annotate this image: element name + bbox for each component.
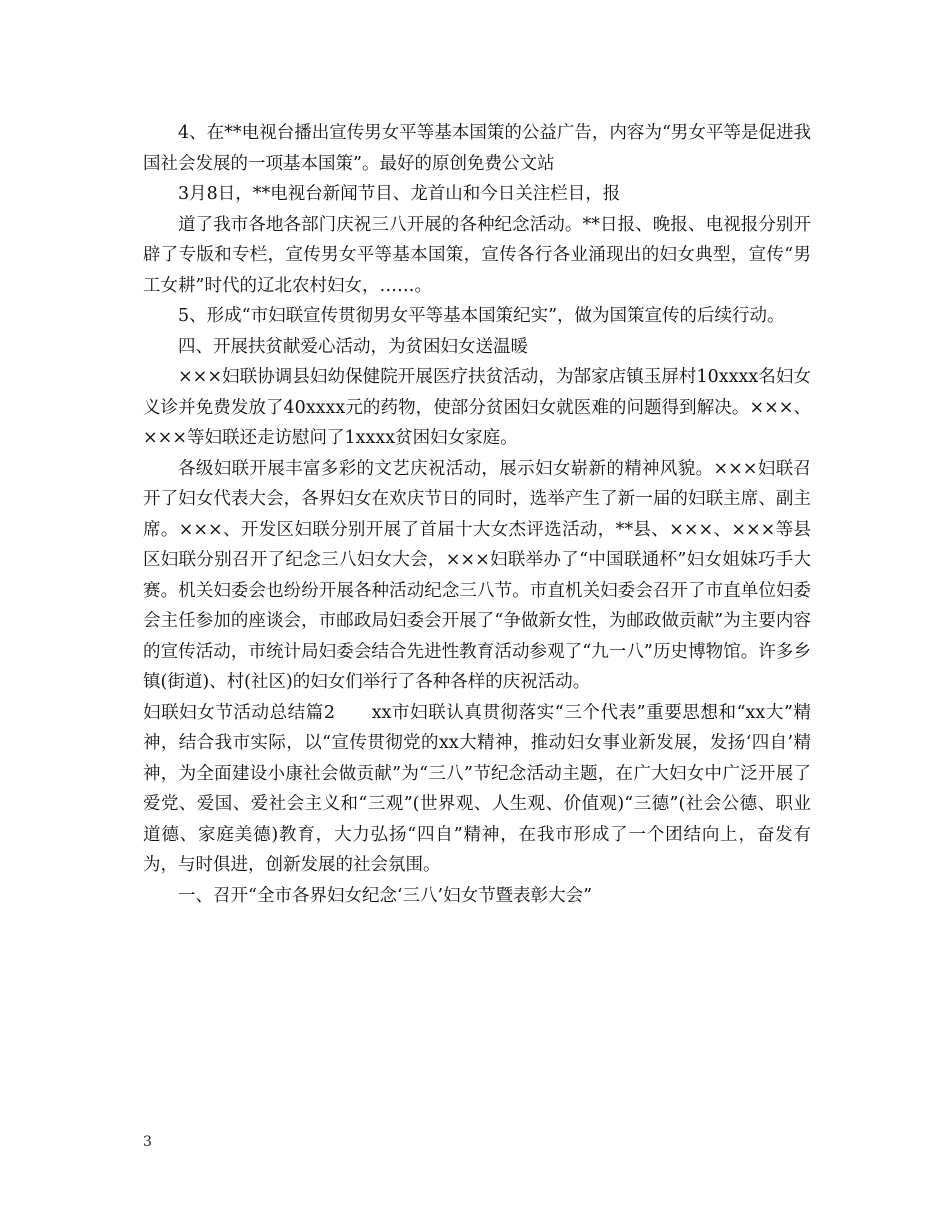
paragraph-medical-aid: ×××妇联协调县妇幼保健院开展医疗扶贫活动，为郜家店镇玉屏村10xxxx名妇女义诊并免费发放了40xxxx元的药物，使部分贫困妇女就医难的问题得到解决。×××、×××等妇联还走访慰问了1xxxx贫困妇女家庭。 (143, 367, 811, 448)
paragraph-reported-activities: 道了我市各地各部门庆祝三八开展的各种纪念活动。**日报、晚报、电视报分别开辟了专版和专栏，宣传男女平等基本国策，宣传各行各业涌现出的妇女典型，宣传“男工女耕”时代的辽北农村妇女，……。 (143, 214, 811, 296)
page-number: 3 (143, 1134, 152, 1150)
section-heading-poverty-relief: 四、开展扶贫献爱心活动，为贫困妇女送温暖 (178, 336, 528, 357)
document-body (143, 118, 811, 911)
paragraph-summary-part-2: 妇联妇女节活动总结篇2 xx市妇联认真贯彻落实“三个代表”重要思想和“xx大”精神，结合我市实际，以“宣传贯彻党的xx大精神，推动妇女事业新发展，发扬‘四自’精神，为全面建设小康社会做贡献”为“三八”节纪念活动主题，在广大妇女中广泛开展了爱党、爱国、爱社会主义和“三观”(世界观、人生观、价值观)“三德”(社会公德、职业道德、家庭美德)教育，大力弘扬“四自”精神，在我市形成了一个团结向上，奋发有为，与时俱进，创新发展的社会氛围。 (143, 702, 811, 875)
section-heading-conference: 一、召开“全市各界妇女纪念‘三八’妇女节暨表彰大会” (178, 885, 593, 906)
paragraph-march-8: 3月8日，**电视台新闻节目、龙首山和今日关注栏目，报 (178, 184, 621, 204)
paragraph-cultural-activities: 各级妇联开展丰富多彩的文艺庆祝活动，展示妇女崭新的精神风貌。×××妇联召开了妇女代表大会，各界妇女在欢庆节日的同时，选举产生了新一届的妇联主席、副主席。×××、开发区妇联分别开展了首届十大女杰评选活动，**县、×××、×××等县区妇联分别召开了纪念三八妇女大会，×××妇联举办了“中国联通杯”妇女姐妹巧手大赛。机关妇委会也纷纷开展各种活动纪念三八节。市直机关妇委会召开了市直单位妇委会主任参加的座谈会，市邮政局妇委会开展了“争做新女性，为邮政做贡献”为主要内容的宣传活动，市统计局妇委会结合先进性教育活动参观了“九一八”历史博物馆。许多乡镇(街道)、村(社区)的妇女们举行了各种各样的庆祝活动。 (143, 458, 811, 692)
paragraph-item-4: 4、在**电视台播出宣传男女平等基本国策的公益广告，内容为“男女平等是促进我国社会发展的一项基本国策”。最好的原创免费公文站 (143, 123, 811, 174)
paragraph-item-5: 5、形成“市妇联宣传贯彻男女平等基本国策纪实”，做为国策宣传的后续行动。 (178, 306, 785, 326)
